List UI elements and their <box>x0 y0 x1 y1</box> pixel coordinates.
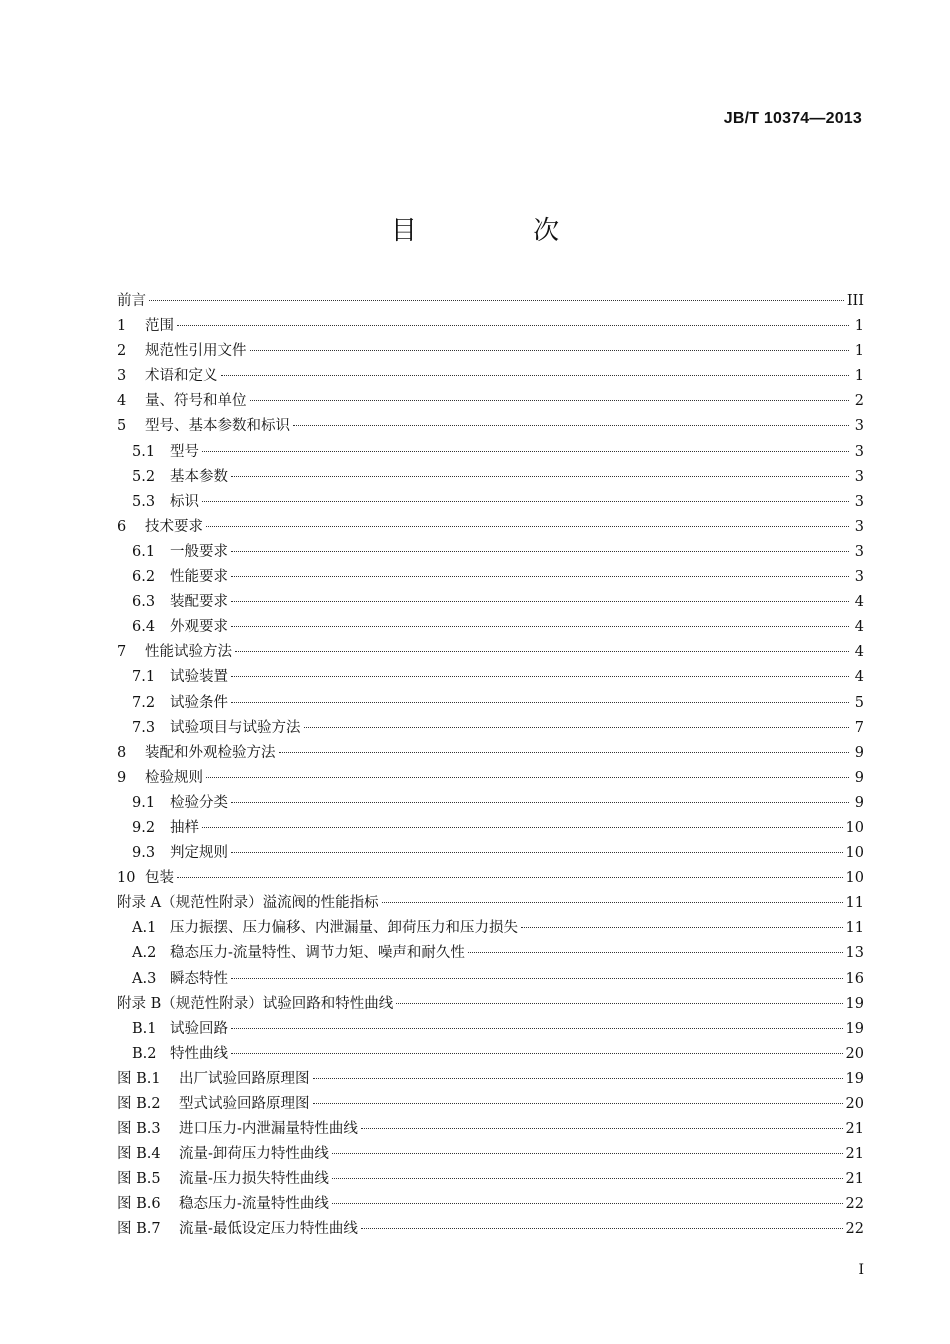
toc-entry-label: 稳态压力-流量特性、调节力矩、噪声和耐久性 <box>170 945 465 962</box>
toc-entry[interactable] <box>117 1092 864 1117</box>
toc-entry-number: 2 <box>117 343 127 360</box>
toc-entry-label: 压力振摆、压力偏移、内泄漏量、卸荷压力和压力损失 <box>170 920 518 937</box>
toc-entry-label: 稳态压力-流量特性曲线 <box>179 1196 329 1213</box>
toc-entry-page: 9 <box>854 744 864 761</box>
toc-entry-number: 8 <box>117 744 127 761</box>
dot-leader <box>231 802 849 803</box>
toc-entry-page: 13 <box>845 945 864 962</box>
toc-entry-label: 型式试验回路原理图 <box>179 1096 310 1112</box>
toc-entry-page: 19 <box>845 1070 864 1087</box>
dot-leader <box>304 727 850 728</box>
toc-entry-number: 图 B.1 <box>117 1070 161 1087</box>
toc-entry-label: 包装 <box>145 870 174 887</box>
dot-leader <box>206 777 849 778</box>
toc-entry-number: 6.4 <box>132 619 156 636</box>
dot-leader <box>231 676 849 677</box>
toc-entry[interactable] <box>117 339 864 364</box>
toc-entry-page: 21 <box>845 1121 864 1138</box>
dot-leader <box>521 927 843 928</box>
toc-entry-number: 6.1 <box>132 543 156 560</box>
toc-entry-page: 3 <box>854 443 864 460</box>
toc-entry-page: 1 <box>854 343 864 360</box>
toc-entry-page: 3 <box>854 543 864 560</box>
toc-entry-page: 10 <box>845 819 864 836</box>
dot-leader <box>202 451 849 452</box>
dot-leader <box>231 1028 843 1029</box>
dot-leader <box>361 1228 843 1229</box>
toc-entry[interactable] <box>117 465 864 490</box>
toc-entry-page: 5 <box>854 694 864 711</box>
dot-leader <box>231 978 843 979</box>
toc-entry-page: 3 <box>854 569 864 586</box>
dot-leader <box>231 852 843 853</box>
toc-entry-number: A.1 <box>132 920 157 937</box>
toc-entry-label: 判定规则 <box>170 845 228 862</box>
dot-leader <box>396 1003 842 1004</box>
toc-entry[interactable] <box>117 515 864 540</box>
toc-entry-label: 基本参数 <box>170 468 228 485</box>
toc-entry[interactable] <box>117 1042 864 1067</box>
toc-entry-page: 16 <box>845 970 864 987</box>
toc-entry-number: 7 <box>117 644 127 661</box>
toc-entry[interactable] <box>117 1192 864 1217</box>
toc-entry[interactable] <box>117 1067 864 1092</box>
toc-entry[interactable] <box>117 741 864 766</box>
toc-entry-number: 7.2 <box>132 694 156 711</box>
toc-entry[interactable] <box>117 289 864 314</box>
toc-entry-page: 21 <box>845 1171 864 1188</box>
toc-entry-number: 图 B.3 <box>117 1121 161 1138</box>
dot-leader <box>177 325 849 326</box>
toc-entry-label: 检验分类 <box>170 794 228 811</box>
toc-entry[interactable] <box>117 791 864 816</box>
dot-leader <box>202 501 849 502</box>
toc-entry-label: 型号、基本参数和标识 <box>145 418 290 435</box>
toc-entry-page: 22 <box>845 1196 864 1213</box>
toc-entry-label: 检验规则 <box>145 769 203 786</box>
toc-entry[interactable] <box>117 440 864 465</box>
toc-entry-number: 5.1 <box>132 443 156 460</box>
dot-leader <box>202 827 843 828</box>
toc-entry-number: B.1 <box>132 1020 157 1037</box>
dot-leader <box>313 1078 843 1079</box>
toc-entry-page: 3 <box>854 418 864 435</box>
toc-entry-number: A.3 <box>132 970 157 987</box>
toc-entry[interactable] <box>117 414 864 439</box>
toc-entry-label: 抽样 <box>170 819 199 836</box>
toc-entry[interactable] <box>117 615 864 640</box>
toc-entry-label: 流量-压力损失特性曲线 <box>179 1171 329 1188</box>
toc-entry[interactable] <box>117 314 864 339</box>
dot-leader <box>332 1153 843 1154</box>
toc-entry-label: 装配要求 <box>170 594 228 611</box>
toc-entry-number: 图 B.2 <box>117 1096 161 1112</box>
toc-entry[interactable] <box>117 766 864 791</box>
toc-entry-number: 9.3 <box>132 845 156 862</box>
toc-entry-page: 20 <box>845 1096 864 1112</box>
dot-leader <box>231 476 849 477</box>
toc-entry-page: 4 <box>854 594 864 611</box>
dot-leader <box>250 350 850 351</box>
toc-entry-number: 图 B.6 <box>117 1196 161 1213</box>
toc-entry[interactable] <box>117 866 864 891</box>
toc-entry-page: 1 <box>854 368 864 385</box>
toc-entry[interactable] <box>117 490 864 515</box>
toc-entry-page: 4 <box>854 619 864 636</box>
toc-entry-label: 性能要求 <box>170 569 228 586</box>
dot-leader <box>468 952 843 953</box>
toc-entry-page: 10 <box>845 845 864 862</box>
dot-leader <box>231 551 849 552</box>
toc-entry-number: 1 <box>117 318 127 335</box>
toc-entry-label: 术语和定义 <box>145 368 218 385</box>
dot-leader <box>332 1203 843 1204</box>
toc-entry-label: 技术要求 <box>145 518 203 535</box>
dot-leader <box>231 1053 843 1054</box>
toc-entry-page: 4 <box>854 644 864 661</box>
toc-entry-label: 试验装置 <box>170 669 228 686</box>
dot-leader <box>332 1178 843 1179</box>
toc-entry-page: 7 <box>854 719 864 736</box>
toc-entry-page: 11 <box>845 920 864 937</box>
dot-leader <box>149 300 844 301</box>
toc-entry-number: 7.1 <box>132 669 156 686</box>
toc-entry-number: 图 B.7 <box>117 1221 161 1238</box>
toc-entry[interactable] <box>117 716 864 741</box>
toc-entry-page: 1 <box>854 318 864 335</box>
toc-entry-number: 6.3 <box>132 594 156 611</box>
toc-entry-label: 一般要求 <box>170 543 228 560</box>
toc-entry-label: 试验条件 <box>170 694 228 711</box>
toc-entry-number: 5.3 <box>132 493 156 510</box>
toc-entry-number: 图 B.5 <box>117 1171 161 1188</box>
toc-entry[interactable] <box>117 1167 864 1192</box>
toc-entry-number: 3 <box>117 368 127 385</box>
page-number: I <box>858 1262 864 1278</box>
toc-entry-label: 装配和外观检验方法 <box>145 744 276 761</box>
toc-entry-number: 9.2 <box>132 819 156 836</box>
standard-code: JB/T 10374—2013 <box>723 110 862 127</box>
toc-entry-number: 6.2 <box>132 569 156 586</box>
toc-entry-label: 附录 B（规范性附录）试验回路和特性曲线 <box>117 995 394 1012</box>
toc-entry-page: III <box>846 293 864 309</box>
toc-entry[interactable] <box>117 640 864 665</box>
toc-entry[interactable] <box>117 1142 864 1167</box>
toc-entry-page: 22 <box>845 1221 864 1238</box>
toc-entry-label: 量、符号和单位 <box>145 393 247 410</box>
toc-entry-number: 6 <box>117 518 127 535</box>
dot-leader <box>382 902 843 903</box>
toc-entry-number: A.2 <box>132 945 157 962</box>
toc-entry-page: 3 <box>854 493 864 510</box>
toc-entry-label: 试验项目与试验方法 <box>170 719 301 736</box>
dot-leader <box>235 651 849 652</box>
toc-entry-number: 9 <box>117 769 127 786</box>
toc-entry-page: 3 <box>854 468 864 485</box>
toc-entry-page: 10 <box>845 870 864 887</box>
toc-entry[interactable] <box>117 691 864 716</box>
toc-entry[interactable] <box>117 665 864 690</box>
toc-entry-label: 型号 <box>170 443 199 460</box>
toc-entry-number: 5 <box>117 418 127 435</box>
toc-entry[interactable] <box>117 364 864 389</box>
dot-leader <box>206 526 849 527</box>
toc-entry[interactable] <box>117 565 864 590</box>
toc-entry-label: 附录 A（规范性附录）溢流阀的性能指标 <box>117 895 379 912</box>
toc-entry[interactable] <box>117 1017 864 1042</box>
dot-leader <box>313 1103 843 1104</box>
toc-entry[interactable] <box>117 941 864 966</box>
toc-entry[interactable] <box>117 590 864 615</box>
toc-entry[interactable] <box>117 389 864 414</box>
dot-leader <box>231 702 849 703</box>
toc-entry-page: 19 <box>845 995 864 1012</box>
toc-entry-label: 标识 <box>170 493 199 510</box>
toc-entry-label: 规范性引用文件 <box>145 343 247 360</box>
toc-entry-label: 范围 <box>145 318 174 335</box>
toc-entry-page: 9 <box>854 769 864 786</box>
toc-entry[interactable] <box>117 967 864 992</box>
toc-entry-label: 流量-最低设定压力特性曲线 <box>179 1221 358 1238</box>
dot-leader <box>221 375 850 376</box>
toc-entry-label: 外观要求 <box>170 619 228 636</box>
toc-entry-label: 特性曲线 <box>170 1045 228 1062</box>
toc-entry-page: 19 <box>845 1020 864 1037</box>
toc-entry-page: 21 <box>845 1146 864 1163</box>
toc-entry[interactable] <box>117 992 864 1017</box>
toc-entry-page: 4 <box>854 669 864 686</box>
toc-entry-number: 10 <box>117 870 136 887</box>
page-title: 目 次 <box>390 216 614 246</box>
toc-entry-label: 前言 <box>117 293 146 309</box>
dot-leader <box>231 601 849 602</box>
toc-entry-label: 瞬态特性 <box>170 970 228 987</box>
dot-leader <box>231 576 849 577</box>
dot-leader <box>250 400 850 401</box>
toc-entry-page: 3 <box>854 518 864 535</box>
table-of-contents <box>117 289 864 1243</box>
toc-entry-number: 4 <box>117 393 127 410</box>
toc-entry[interactable] <box>117 891 864 916</box>
dot-leader <box>361 1128 843 1129</box>
dot-leader <box>231 626 849 627</box>
toc-entry-number: 5.2 <box>132 468 156 485</box>
toc-entry-label: 出厂试验回路原理图 <box>179 1070 310 1087</box>
toc-entry-number: 图 B.4 <box>117 1146 161 1163</box>
dot-leader <box>279 752 850 753</box>
toc-entry-label: 进口压力-内泄漏量特性曲线 <box>179 1121 358 1138</box>
toc-entry-number: 7.3 <box>132 719 156 736</box>
toc-entry[interactable] <box>117 841 864 866</box>
toc-entry-page: 20 <box>845 1045 864 1062</box>
toc-entry-label: 试验回路 <box>170 1020 228 1037</box>
toc-entry-number: 9.1 <box>132 794 156 811</box>
toc-entry-label: 流量-卸荷压力特性曲线 <box>179 1146 329 1163</box>
toc-entry[interactable] <box>117 816 864 841</box>
toc-entry[interactable] <box>117 540 864 565</box>
toc-entry-page: 11 <box>845 895 864 912</box>
toc-entry[interactable] <box>117 916 864 941</box>
toc-entry-number: B.2 <box>132 1045 157 1062</box>
toc-entry[interactable] <box>117 1117 864 1142</box>
toc-entry-page: 2 <box>854 393 864 410</box>
toc-entry-page: 9 <box>854 794 864 811</box>
dot-leader <box>177 877 843 878</box>
toc-entry-label: 性能试验方法 <box>145 644 232 661</box>
dot-leader <box>293 425 849 426</box>
toc-entry[interactable] <box>117 1217 864 1242</box>
